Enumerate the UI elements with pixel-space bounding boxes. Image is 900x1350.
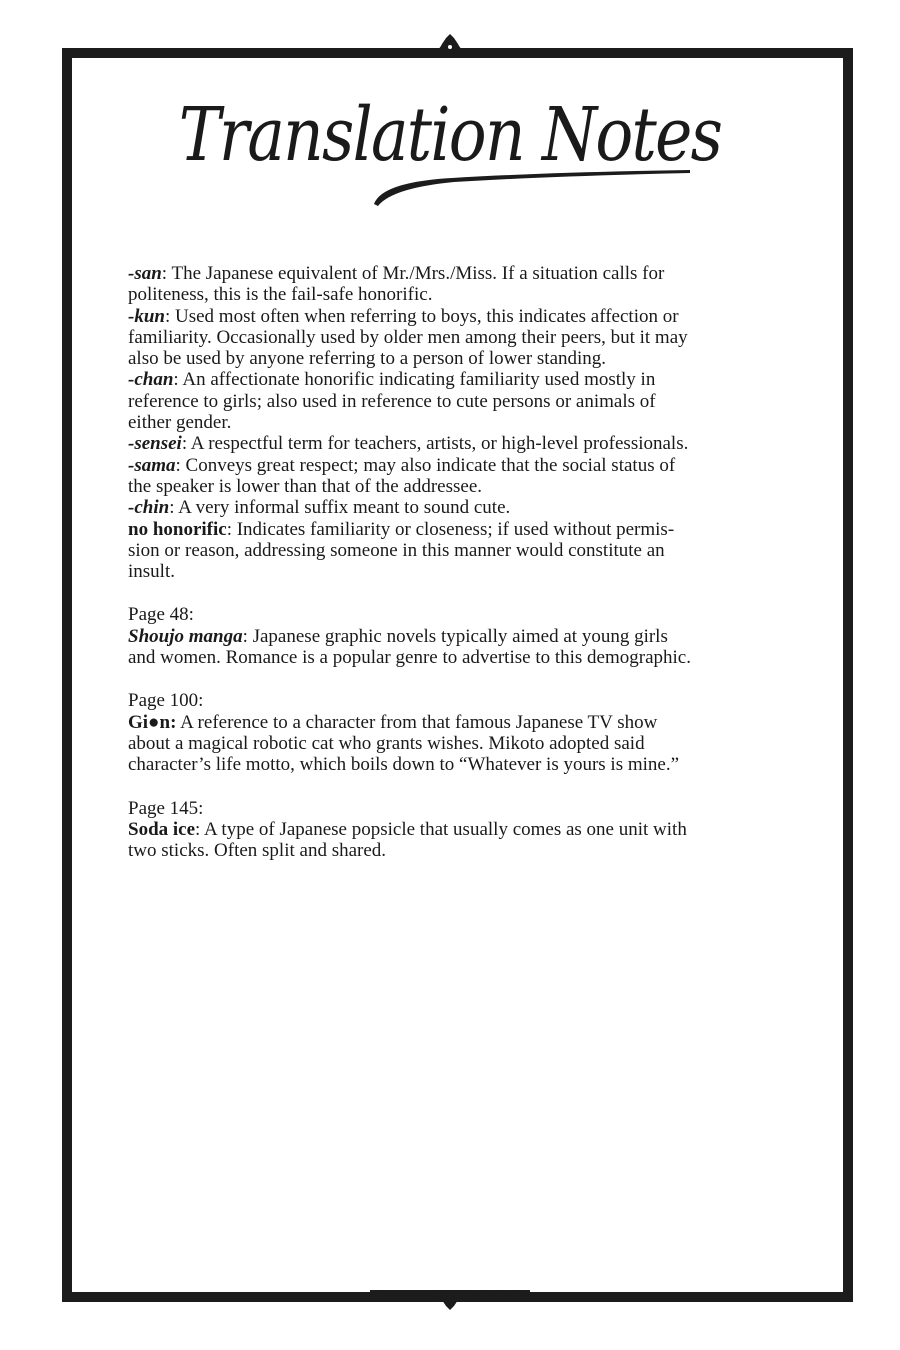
text-line	[128, 455, 808, 476]
ornament-bottom-icon	[370, 1290, 530, 1310]
glossary-entry	[128, 497, 808, 518]
page-note-section	[128, 604, 808, 668]
text-line	[128, 433, 808, 454]
page-note-section	[128, 798, 808, 862]
definition-text: : A very informal suffix meant to sound cute.	[169, 497, 511, 519]
page-reference: Page 48:	[128, 604, 194, 626]
definition-text: A reference to a character from that famous Japanese TV show	[176, 711, 658, 733]
definition-text: : Conveys great respect; may also indicate that the social status of	[175, 454, 676, 476]
glossary-term: Gi●n:	[128, 711, 177, 733]
definition-text: and women. Romance is a popular genre to advertise to this demographic.	[128, 647, 691, 669]
glossary-term: Soda ice	[128, 818, 196, 840]
glossary-entry	[128, 306, 808, 370]
definition-text: reference to girls; also used in reference to cute persons or animals of	[128, 390, 656, 412]
glossary-entry	[128, 626, 808, 669]
definition-text: : Used most often when referring to boys, this indicates affection or	[164, 305, 679, 327]
definition-text: familiarity. Occasionally used by older men among their peers, but it may	[128, 326, 688, 348]
text-line	[128, 819, 808, 840]
glossary-entry	[128, 455, 808, 498]
definition-text: sion or reason, addressing someone in this manner would constitute an	[128, 539, 665, 561]
glossary-term: -kun	[128, 305, 165, 327]
glossary-entry	[128, 712, 808, 776]
text-line	[128, 391, 808, 412]
text-line	[128, 840, 808, 861]
text-line	[128, 263, 808, 284]
text-line	[128, 497, 808, 518]
glossary-entry	[128, 369, 808, 433]
definition-text: two sticks. Often split and shared.	[128, 840, 387, 862]
definition-text: : The Japanese equivalent of Mr./Mrs./Miss. If a situation calls for	[161, 263, 665, 284]
text-line	[128, 626, 808, 647]
page-reference: Page 100:	[128, 690, 204, 712]
text-line	[128, 561, 808, 582]
definition-text: : A respectful term for teachers, artists, or high-level professionals.	[181, 433, 689, 455]
honorifics-section	[128, 263, 808, 582]
page-note-section	[128, 690, 808, 775]
notes-body	[128, 263, 808, 861]
definition-text: : Indicates familiarity or closeness; if used without permis-	[226, 518, 675, 540]
page-title: Translation Notes	[178, 92, 722, 178]
definition-text: about a magical robotic cat who grants wishes. Mikoto adopted said	[128, 732, 645, 754]
text-line	[128, 733, 808, 754]
definition-text: either gender.	[128, 412, 232, 434]
definition-text: the speaker is lower than that of the addressee.	[128, 475, 483, 497]
glossary-entry	[128, 819, 808, 862]
definition-text: insult.	[128, 561, 175, 583]
text-line	[128, 754, 808, 775]
glossary-term: -sama	[128, 454, 176, 476]
text-line	[128, 519, 808, 540]
section-spacer	[128, 776, 808, 798]
text-line	[128, 327, 808, 348]
glossary-term: no honorific	[128, 518, 227, 540]
text-line	[128, 369, 808, 390]
glossary-entry	[128, 519, 808, 583]
text-line	[128, 306, 808, 327]
text-line	[128, 476, 808, 497]
definition-text: also be used by anyone referring to a person of lower standing.	[128, 348, 607, 370]
definition-text: : Japanese graphic novels typically aimed at young girls	[242, 625, 668, 647]
text-line	[128, 540, 808, 561]
page-reference: Page 145:	[128, 797, 204, 819]
text-line	[128, 712, 808, 733]
text-line	[128, 284, 808, 305]
glossary-entry	[128, 433, 808, 454]
glossary-term: Shoujo manga	[128, 625, 243, 647]
definition-text: politeness, this is the fail-safe honorific.	[128, 284, 433, 306]
text-line	[128, 647, 808, 668]
glossary-entry	[128, 263, 808, 306]
glossary-term: -sensei	[128, 433, 182, 455]
glossary-term: -san	[128, 263, 162, 284]
text-line	[128, 412, 808, 433]
definition-text: character’s life motto, which boils down to “Whatever is yours is mine.”	[128, 754, 680, 776]
glossary-term: -chan	[128, 369, 174, 391]
section-spacer	[128, 582, 808, 604]
title-underline-swash	[372, 168, 692, 208]
definition-text: : A type of Japanese popsicle that usually comes as one unit with	[195, 818, 687, 840]
glossary-term: -chin	[128, 497, 170, 519]
ornament-top-icon	[370, 34, 530, 54]
section-spacer	[128, 668, 808, 690]
text-line	[128, 348, 808, 369]
definition-text: : An affectionate honorific indicating familiarity used mostly in	[173, 369, 656, 391]
